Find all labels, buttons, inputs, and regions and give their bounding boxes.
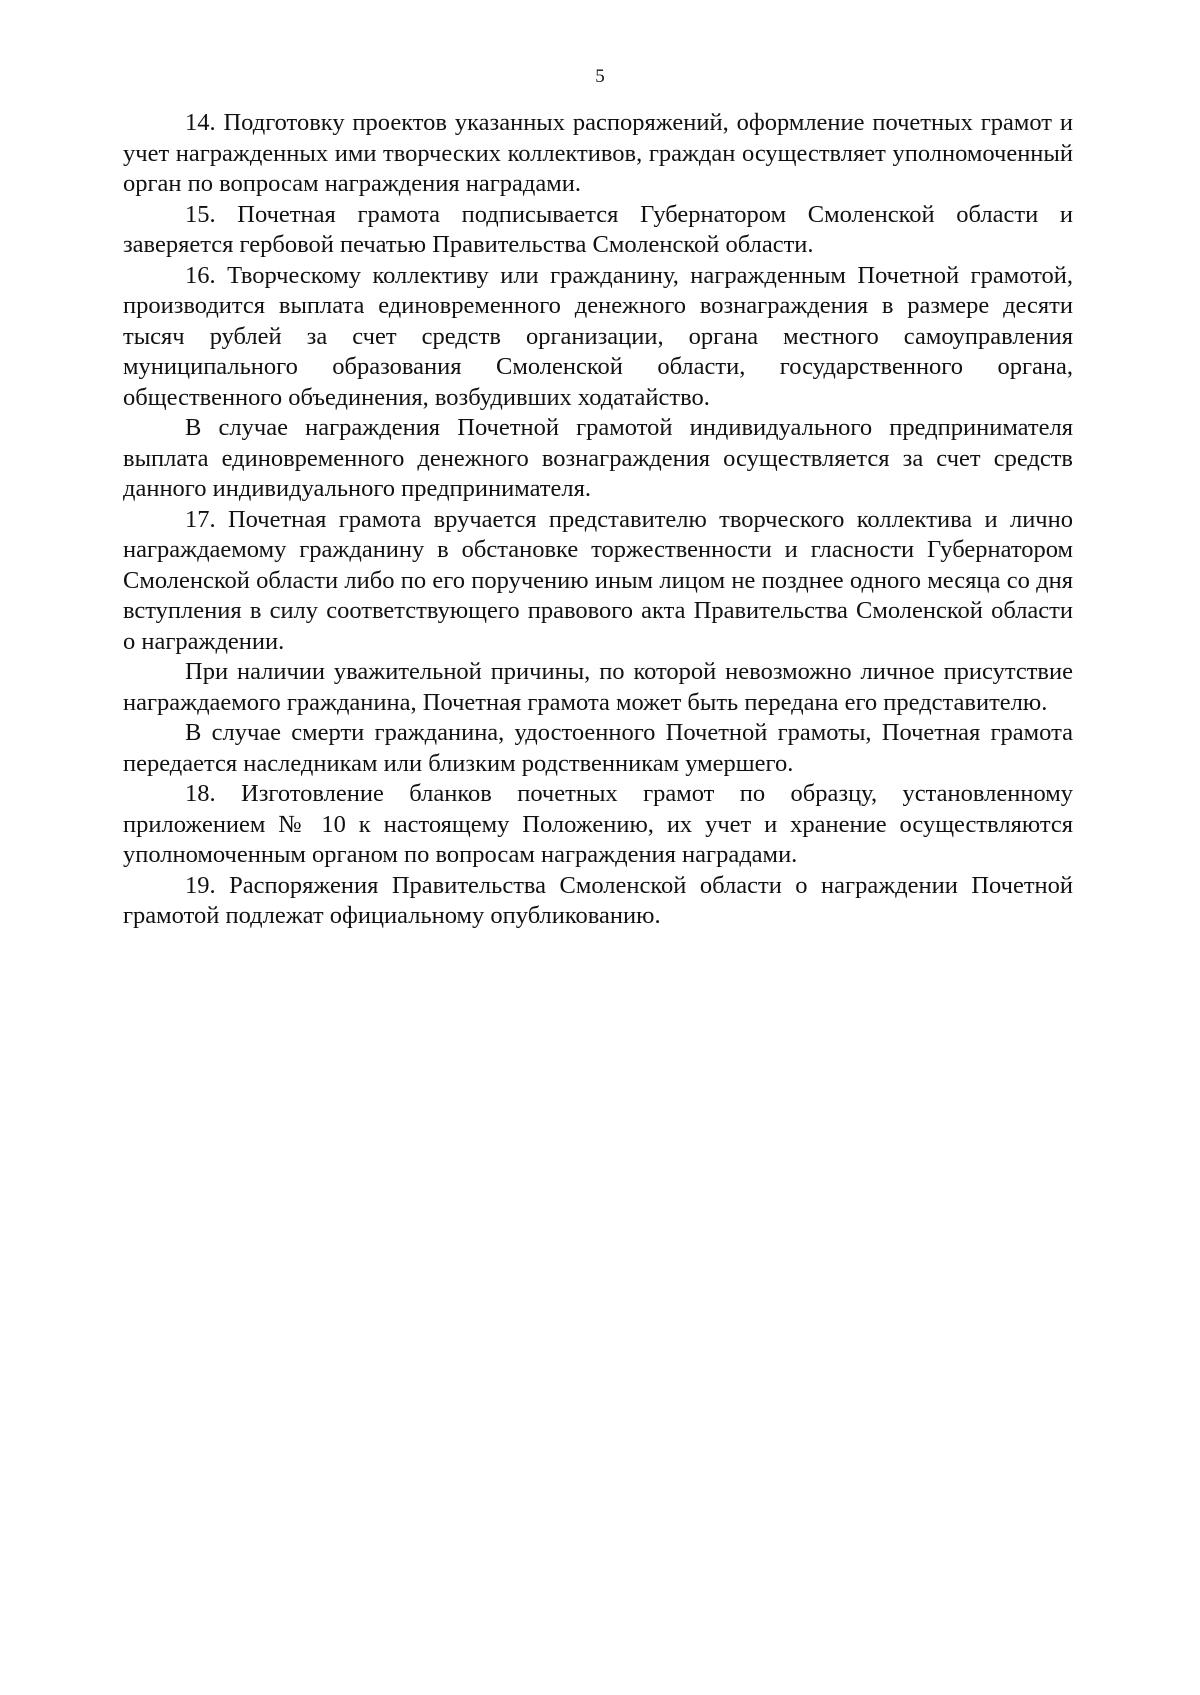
paragraph-17-representative: При наличии уважительной причины, по которой невозможно личное присутствие награждаемого гражданина, Почетная грамота может быть передана его представителю.	[123, 658, 1073, 716]
paragraph-17: 17. Почетная грамота вручается представителю творческого коллектива и лично награждаемому гражданину в обстановке торжественности и гласности Губернатором Смоленской области либо по его поручению иным лицом не позднее одного месяца со дня вступления в силу соответствующего правового акта Правительства Смоленской области о награждении.	[123, 505, 1073, 655]
paragraph-16-individual-entrepreneur: В случае награждения Почетной грамотой индивидуального предпринимателя выплата единовременного денежного вознаграждения осуществляется за счет средств данного индивидуального предпринимателя.	[123, 414, 1073, 502]
paragraph-19: 19. Распоряжения Правительства Смоленской области о награждении Почетной грамотой подлежат официальному опубликованию.	[123, 871, 1073, 929]
paragraph-15: 15. Почетная грамота подписывается Губернатором Смоленской области и заверяется гербовой печатью Правительства Смоленской области.	[123, 200, 1073, 258]
paragraph-18: 18. Изготовление бланков почетных грамот по образцу, установленному приложением № 10 к настоящему Положению, их учет и хранение осуществляются уполномоченным органом по вопросам награждения наградами.	[123, 780, 1073, 868]
paragraph-17-heirs: В случае смерти гражданина, удостоенного Почетной грамоты, Почетная грамота передается наследникам или близким родственникам умершего.	[123, 719, 1073, 777]
page-number: 5	[595, 66, 605, 87]
paragraph-16: 16. Творческому коллективу или гражданину, награжденным Почетной грамотой, производится выплата единовременного денежного вознаграждения в размере десяти тысяч рублей за счет средств организации, органа местного самоуправления муниципального образования Смоленской области, государственного органа, общественного объединения, возбудивших ходатайство.	[123, 261, 1073, 411]
paragraph-14: 14. Подготовку проектов указанных распоряжений, оформление почетных грамот и учет награжденных ими творческих коллективов, граждан осуществляет уполномоченный орган по вопросам награждения наградами.	[123, 109, 1073, 197]
document-body	[123, 108, 1073, 932]
